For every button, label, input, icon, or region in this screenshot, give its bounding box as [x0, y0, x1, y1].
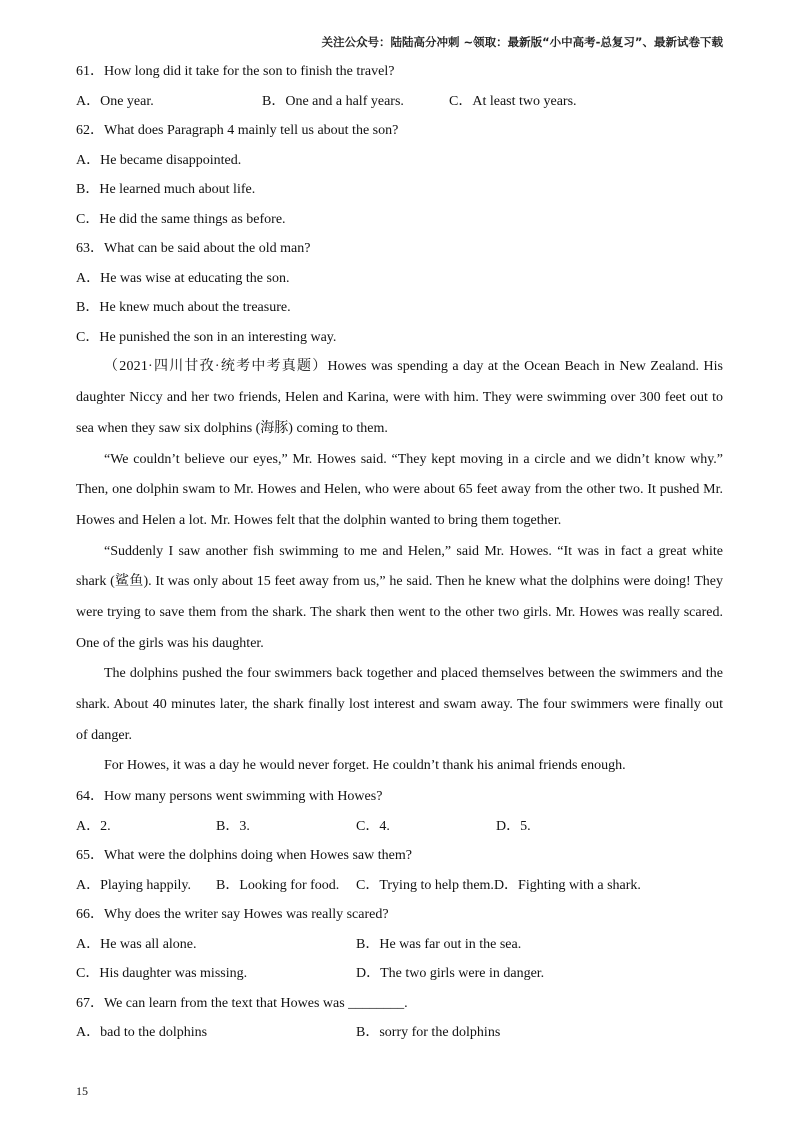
question-66-stem: 66．Why does the writer say Howes was really scared?	[76, 907, 389, 923]
option-c: C．He did the same things as before.	[76, 211, 286, 227]
passage-line: shark (鲨鱼). It was only about 15 feet away from us,” he said. Then he knew what the dolphins were doing! They	[76, 574, 723, 590]
passage-line	[76, 352, 723, 383]
passage-line: of danger.	[76, 727, 132, 743]
option-a: A．Playing happily.	[76, 877, 191, 893]
page-content	[76, 57, 723, 1048]
question-61-stem: 61．How long did it take for the son to finish the travel?	[76, 64, 395, 79]
passage-line: sea when they saw six dolphins (海豚) coming to them.	[76, 420, 388, 436]
passage-source: （2021·四川甘孜·统考中考真题）	[104, 359, 328, 375]
question-65-options	[76, 871, 723, 901]
question-62-stem: 62．What does Paragraph 4 mainly tell us about the son?	[76, 123, 399, 139]
passage-line: One of the girls was his daughter.	[76, 635, 264, 651]
passage-line: “Suddenly I saw another fish swimming to me and Helen,” said Mr. Howes. “It was in fact a great white	[104, 543, 723, 559]
question-66-options-row-1	[76, 930, 723, 960]
option-a: A．One year.	[76, 93, 154, 109]
option-c: C．4.	[356, 818, 390, 834]
option-b: B．Looking for food.	[216, 877, 340, 893]
option-b: B．One and a half years.	[262, 93, 404, 109]
passage-line: were trying to save them from the shark. The shark then went to the other two girls. Mr. Howes was really scared.	[76, 604, 723, 620]
passage-line-text: Howes was spending a day at the Ocean Beach in New Zealand. His	[327, 359, 723, 375]
question-65-stem: 65．What were the dolphins doing when Howes saw them?	[76, 848, 412, 864]
option-a: A．2.	[76, 818, 111, 834]
option-d: D．5.	[496, 818, 531, 834]
option-d: D．Fighting with a shark.	[493, 877, 641, 893]
reading-passage	[76, 352, 723, 782]
option-b: B．He knew much about the treasure.	[76, 300, 291, 316]
option-a: A．bad to the dolphins	[76, 1025, 208, 1041]
option-a: A．He was all alone.	[76, 936, 197, 952]
question-63-stem: 63．What can be said about the old man?	[76, 241, 311, 257]
option-c: C．His daughter was missing.	[76, 966, 248, 982]
question-67-options	[76, 1018, 723, 1048]
option-c: C．At least two years.	[449, 93, 577, 109]
option-d: D．The two girls were in danger.	[356, 966, 545, 982]
option-b: B．He learned much about life.	[76, 182, 256, 198]
option-c: C．Trying to help them.	[356, 877, 494, 893]
question-64-options	[76, 812, 723, 842]
page-number: 15	[76, 1084, 88, 1098]
option-a: A．He was wise at educating the son.	[76, 270, 290, 286]
question-61-options	[76, 87, 723, 117]
passage-line: The dolphins pushed the four swimmers back together and placed themselves between the swimmers and the	[104, 666, 723, 682]
option-c: C．He punished the son in an interesting way.	[76, 329, 337, 345]
question-64-stem: 64．How many persons went swimming with Howes?	[76, 789, 383, 805]
option-b: B．3.	[216, 818, 250, 834]
question-67-stem: 67．We can learn from the text that Howes was ________.	[76, 995, 408, 1011]
passage-line: For Howes, it was a day he would never forget. He couldn’t thank his animal friends enough.	[104, 758, 626, 774]
passage-line: daughter Niccy and her two friends, Helen and Karina, were with him. They were swimming over 300 feet out to	[76, 390, 723, 406]
option-b: B．sorry for the dolphins	[356, 1025, 501, 1041]
option-a: A．He became disappointed.	[76, 152, 242, 168]
option-b: B．He was far out in the sea.	[356, 936, 522, 952]
passage-line: Howes and Helen a lot. Mr. Howes felt that the dolphin wanted to bring them together.	[76, 512, 562, 528]
passage-line: Then, one dolphin swam to Mr. Howes and Helen, who were about 65 feet away from the other two. It pushed Mr.	[76, 482, 723, 498]
passage-line: “We couldn’t believe our eyes,” Mr. Howes said. “They kept moving in a circle and we didn’t know why.”	[104, 451, 723, 467]
header-notice: 关注公众号：陆陆高分冲刺 ~领取：最新版“小中高考-总复习”、最新试卷下载	[321, 35, 723, 49]
passage-line: shark. About 40 minutes later, the shark finally lost interest and swam away. The four swimmers were finally out	[76, 697, 723, 713]
question-66-options-row-2	[76, 959, 723, 989]
